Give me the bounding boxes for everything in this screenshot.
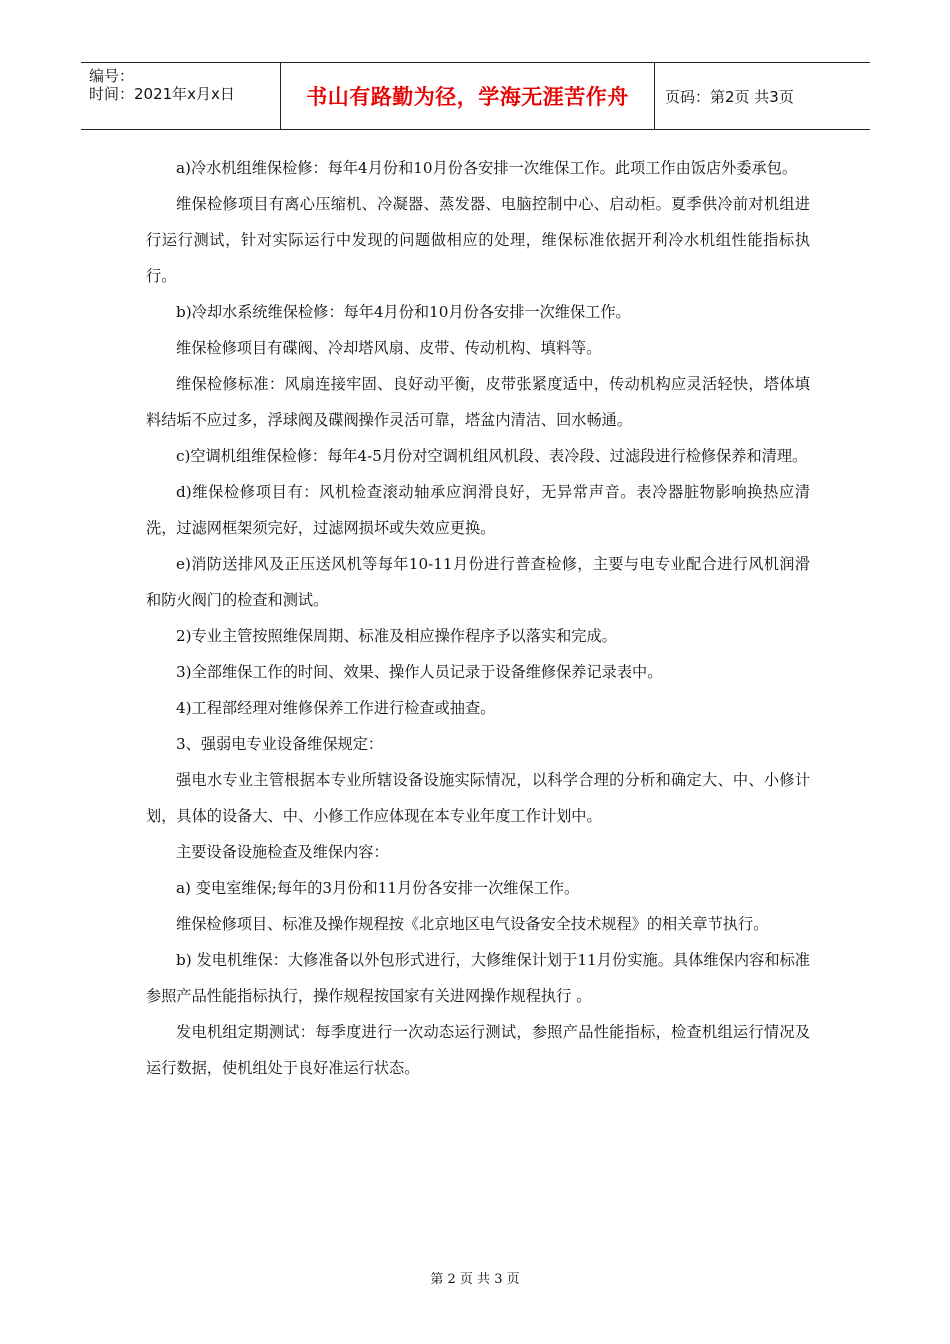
paragraph: a)冷水机组维保检修：每年4月份和10月份各安排一次维保工作。此项工作由饭店外委承包。 [176,159,798,177]
time-label: 时间：2021年x月x日 [89,85,235,103]
paragraph: 3)全部维保工作的时间、效果、操作人员记录于设备维修保养记录表中。 [176,663,663,681]
paragraph: c)空调机组维保检修：每年4-5月份对空调机组风机段、表冷段、过滤段进行检修保养和清理。 [176,447,808,465]
header-motto: 书山有路勤为径，学海无涯苦作舟 [281,63,655,129]
paragraph: 维保检修项目有碟阀、冷却塔风扇、皮带、传动机构、填料等。 [176,339,602,357]
serial-number-label: 编号： [89,67,135,85]
paragraph: 4)工程部经理对维修保养工作进行检查或抽查。 [176,699,496,717]
page-footer: 第 2 页 共 3 页 [430,1272,520,1287]
paragraph: 主要设备设施检查及维保内容： [176,843,389,861]
section-heading: 3、强弱电专业设备维保规定： [176,735,384,753]
paragraph: 维保检修项目有离心压缩机、冷凝器、蒸发器、电脑控制中心、启动柜。夏季供冷前对机组进行运行测试，针对实际运行中发现的问题做相应的处理，维保标准依据开利冷水机组性能指标执行。 [146,195,810,285]
paragraph: a) 变电室维保;每年的3月份和11月份各安排一次维保工作。 [176,879,580,897]
paragraph: d)维保检修项目有：风机检查滚动轴承应润滑良好，无异常声音。表冷器脏物影响换热应清洗，过滤网框架须完好，过滤网损坏或失效应更换。 [146,483,810,537]
paragraph: b)冷却水系统维保检修：每年4月份和10月份各安排一次维保工作。 [176,303,631,321]
paragraph: 发电机组定期测试：每季度进行一次动态运行测试，参照产品性能指标，检查机组运行情况及运行数据，使机组处于良好准运行状态。 [146,1023,810,1077]
paragraph: 维保检修项目、标准及操作规程按《北京地区电气设备安全技术规程》的相关章节执行。 [176,915,769,933]
paragraph: 维保检修标准：风扇连接牢固、良好动平衡，皮带张紧度适中，传动机构应灵活轻快，塔体填料结垢不应过多，浮球阀及碟阀操作灵活可靠，塔盆内清洁、回水畅通。 [146,375,810,429]
paragraph: 强电水专业主管根据本专业所辖设备设施实际情况，以科学合理的分析和确定大、中、小修计划，具体的设备大、中、小修工作应体现在本专业年度工作计划中。 [146,771,810,825]
header-page-number: 页码：第2页 共3页 [665,87,794,106]
paragraph: b) 发电机维保：大修准备以外包形式进行，大修维保计划于11月份实施。具体维保内容和标准参照产品性能指标执行，操作规程按国家有关进网操作规程执行 。 [146,951,810,1005]
header-info-cell [81,63,281,129]
document-body [146,150,810,1086]
paragraph: e)消防送排风及正压送风机等每年10-11月份进行普查检修，主要与电专业配合进行风机润滑和防火阀门的检查和测试。 [146,555,810,609]
page-header [81,62,870,130]
paragraph: 2)专业主管按照维保周期、标准及相应操作程序予以落实和完成。 [176,627,617,645]
